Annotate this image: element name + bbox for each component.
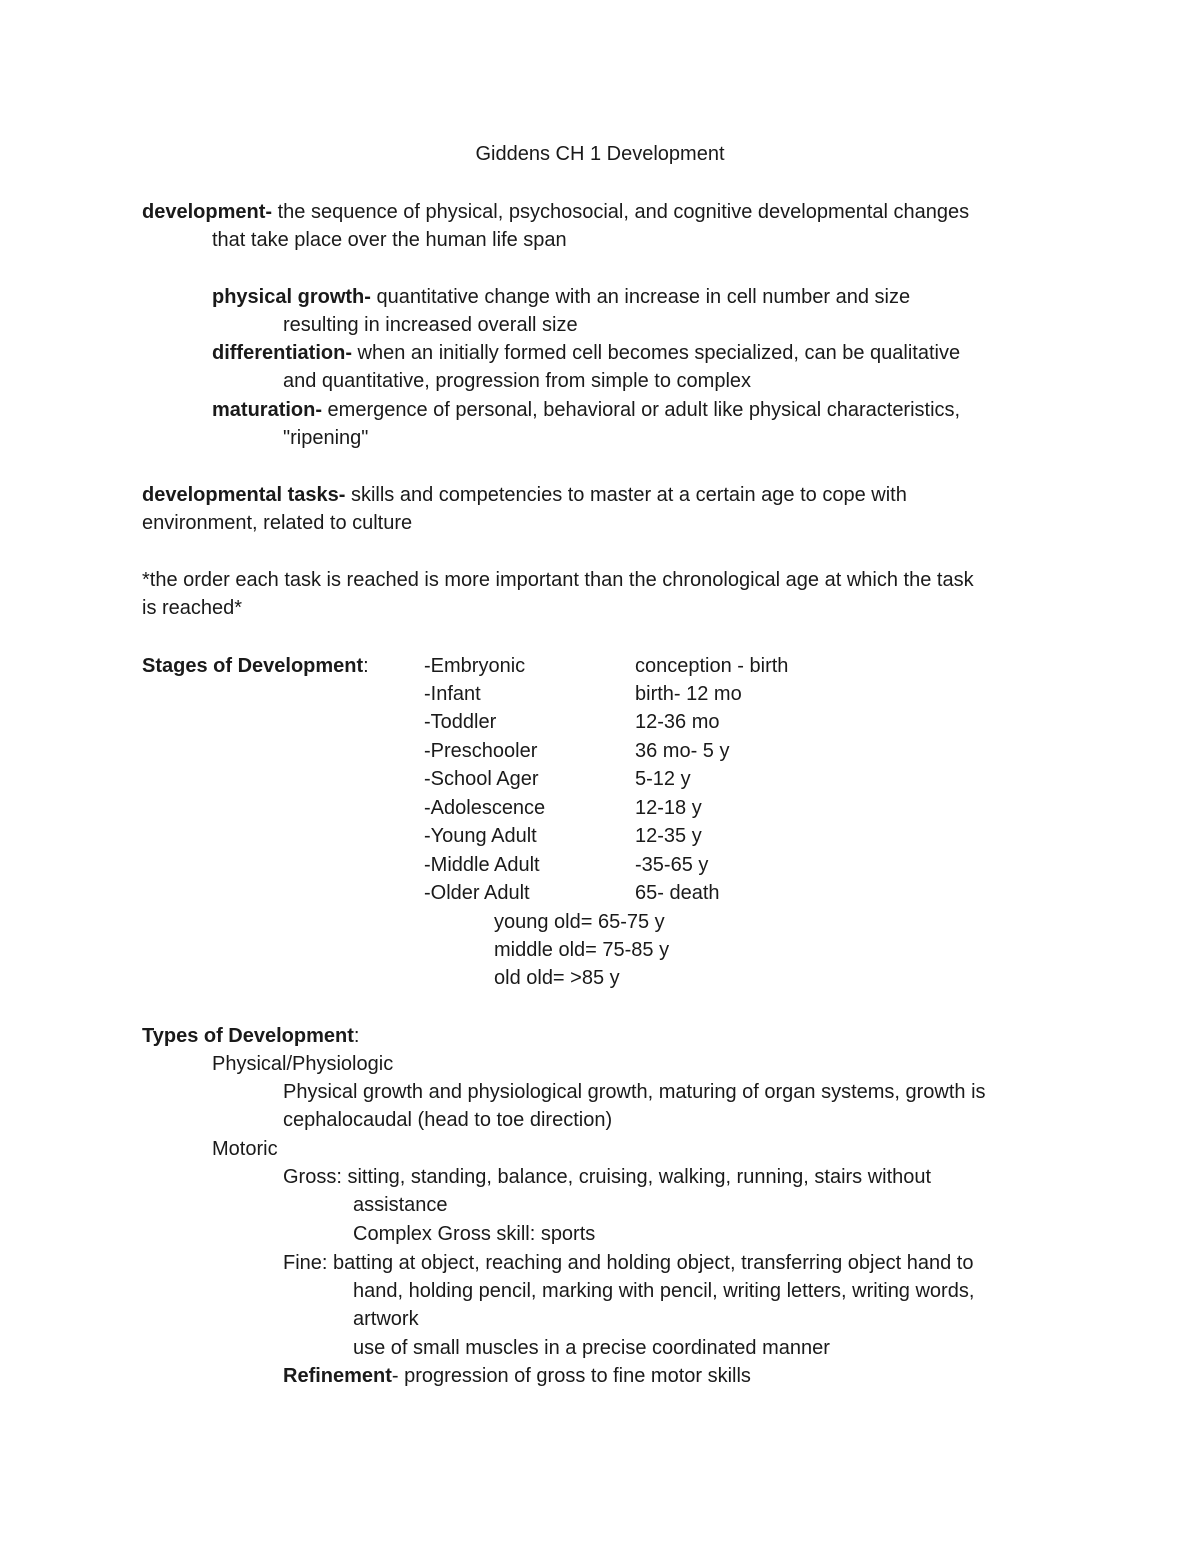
stage-name-young-adult: -Young Adult [424,825,537,847]
stage-name-older-adult: -Older Adult [424,882,530,904]
physical-growth-text: quantitative change with an increase in cell number and size [370,286,911,308]
fine-motor-line-2: hand, holding pencil, marking with pencil, writing letters, writing words, [353,1280,975,1302]
development-term: development- [142,201,273,223]
fine-motor-line-4: use of small muscles in a precise coordinated manner [353,1337,830,1359]
physical-growth-continuation: resulting in increased overall size [283,314,578,336]
differentiation-term: differentiation- [212,342,352,364]
developmental-tasks-definition [142,481,907,509]
physical-growth-term: physical growth- [212,286,371,308]
stage-age-middle-adult: -35-65 y [635,854,709,876]
stage-age-preschooler: 36 mo- 5 y [635,740,730,762]
types-heading-text: Types of Development [142,1025,354,1047]
developmental-tasks-continuation: environment, related to culture [142,512,413,534]
differentiation-definition [212,339,960,367]
stages-heading-text: Stages of Development [142,655,364,677]
motoric-label: Motoric [212,1138,278,1160]
physical-growth-definition [212,283,910,311]
physical-physiologic-line-1: Physical growth and physiological growth, maturing of organ systems, growth is [283,1081,986,1103]
order-note-line-2: is reached* [142,597,243,619]
stage-name-adolescence: -Adolescence [424,797,546,819]
maturation-continuation: "ripening" [283,427,369,449]
stage-age-embryonic: conception - birth [635,655,789,677]
developmental-tasks-text: skills and competencies to master at a certain age to cope with [345,484,907,506]
development-text: the sequence of physical, psychosocial, and cognitive developmental changes [272,201,970,223]
stage-age-infant: birth- 12 mo [635,683,742,705]
stage-name-embryonic: -Embryonic [424,655,526,677]
gross-motor-line-1: Gross: sitting, standing, balance, cruising, walking, running, stairs without [283,1166,932,1188]
maturation-text: emergence of personal, behavioral or adult like physical characteristics, [322,399,961,421]
stage-name-toddler: -Toddler [424,711,497,733]
stage-age-school-ager: 5-12 y [635,768,691,790]
order-note-line-1: *the order each task is reached is more important than the chronological age at which the task [142,569,974,591]
stages-heading-colon: : [363,655,369,677]
refinement-term: Refinement [283,1365,392,1387]
refinement-definition [283,1362,751,1390]
stages-heading [142,652,369,680]
older-substage-middle-old: middle old= 75-85 y [494,939,670,961]
page-title: Giddens CH 1 Development [475,143,725,165]
older-substage-old-old: old old= >85 y [494,967,620,989]
stage-name-middle-adult: -Middle Adult [424,854,540,876]
stage-age-toddler: 12-36 mo [635,711,720,733]
fine-motor-line-1: Fine: batting at object, reaching and holding object, transferring object hand to [283,1252,974,1274]
stage-age-adolescence: 12-18 y [635,797,702,819]
older-substage-young-old: young old= 65-75 y [494,911,665,933]
gross-motor-line-2: assistance [353,1194,448,1216]
stage-age-young-adult: 12-35 y [635,825,702,847]
fine-motor-line-3: artwork [353,1308,419,1330]
maturation-term: maturation- [212,399,322,421]
stage-name-infant: -Infant [424,683,481,705]
complex-gross-skill: Complex Gross skill: sports [353,1223,596,1245]
types-heading [142,1022,359,1050]
types-heading-colon: : [353,1025,360,1047]
stage-name-preschooler: -Preschooler [424,740,538,762]
physical-physiologic-label: Physical/Physiologic [212,1053,394,1075]
development-definition [142,198,969,226]
physical-physiologic-line-2: cephalocaudal (head to toe direction) [283,1109,613,1131]
refinement-text: - progression of gross to fine motor skills [391,1365,751,1387]
stage-name-school-ager: -School Ager [424,768,539,790]
developmental-tasks-term: developmental tasks- [142,484,346,506]
maturation-definition [212,396,960,424]
differentiation-text: when an initially formed cell becomes specialized, can be qualitative [352,342,961,364]
stage-age-older-adult: 65- death [635,882,720,904]
development-continuation: that take place over the human life span [212,229,567,251]
differentiation-continuation: and quantitative, progression from simple to complex [283,370,752,392]
